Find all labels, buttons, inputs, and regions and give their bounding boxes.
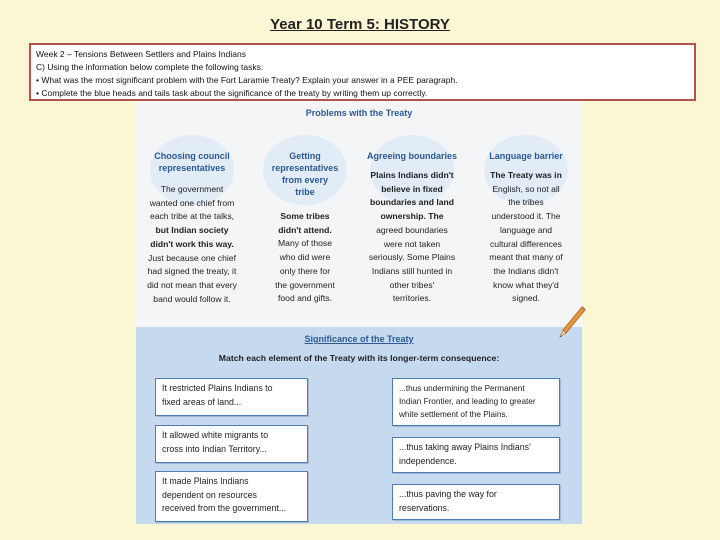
problem-column-representatives bbox=[251, 135, 359, 325]
task-bullet: • Complete the blue heads and tails task about the significance of the treaty by writing them up correctly. bbox=[36, 88, 428, 98]
head-card: It restricted Plains Indians to fixed areas of land... bbox=[155, 378, 308, 416]
tail-card: ...thus taking away Plains Indians' independence. bbox=[392, 437, 560, 473]
problem-heading: Language barrier bbox=[489, 151, 563, 161]
head-card: It allowed white migrants to cross into Indian Territory... bbox=[155, 425, 308, 463]
textbook-panel bbox=[136, 101, 582, 524]
problem-column-council bbox=[138, 135, 246, 325]
task-week: Week 2 – Tensions Between Settlers and Plains Indians bbox=[36, 49, 246, 59]
tail-card: ...thus paving the way for reservations. bbox=[392, 484, 560, 520]
problem-heading: Agreeing boundaries bbox=[366, 151, 457, 161]
problems-section bbox=[136, 101, 582, 327]
significance-title: Significance of the Treaty bbox=[304, 334, 414, 344]
problem-heading: Choosing council representatives bbox=[154, 151, 230, 173]
problem-text: Some tribes didn't attend. Many of those who did were only there for the government food and gifts. bbox=[275, 211, 335, 304]
problem-heading: Getting representatives from every tribe bbox=[271, 151, 339, 197]
task-instruction: C) Using the information below complete the following tasks: bbox=[36, 62, 264, 72]
tail-card: ...thus undermining the Permanent Indian Frontier, and leading to greater white settlement of the Plains. bbox=[392, 378, 560, 426]
task-box bbox=[29, 43, 696, 101]
head-card: It made Plains Indians dependent on resources received from the government... bbox=[155, 471, 308, 522]
significance-instruction: Match each element of the Treaty with its longer-term consequence: bbox=[218, 353, 500, 363]
pencil-icon bbox=[558, 306, 586, 340]
significance-section bbox=[136, 327, 582, 524]
problem-column-language bbox=[472, 135, 580, 325]
problem-column-boundaries bbox=[358, 135, 466, 325]
problems-title: Problems with the Treaty bbox=[305, 108, 413, 118]
problem-text: The Treaty was in English, so not all the tribes understood it. The language and cultural differences meant that many of the Indians didn't know what they'd signed. bbox=[489, 170, 563, 304]
problem-text: The government wanted one chief from each tribe at the talks, but Indian society didn't work this way. Just because one chief had signed the treaty, it did not mean that every band would follow it. bbox=[147, 184, 237, 304]
problem-text: Plains Indians didn't believe in fixed boundaries and land ownership. The agreed boundaries were not taken seriously. Some Plains Indians still hunted in other tribes' territories. bbox=[368, 170, 456, 304]
page-title: Year 10 Term 5: HISTORY bbox=[270, 16, 450, 33]
task-bullet: • What was the most significant problem with the Fort Laramie Treaty? Explain your answer in a PEE paragraph. bbox=[36, 75, 458, 85]
